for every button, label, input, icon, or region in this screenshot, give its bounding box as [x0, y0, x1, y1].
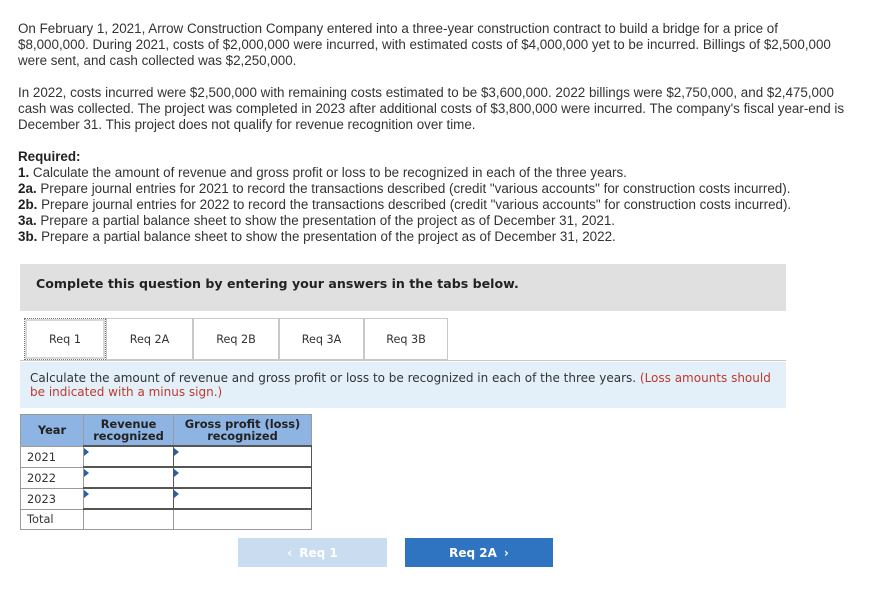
problem-paragraph-1: On February 1, 2021, Arrow Construction Company entered into a three-year construction contract to build a bridge for a price of $8,000,000. During 2021, costs of $2,000,000 were incurred, with estimated costs of $4,000,000 yet to be incurred. Billings of $2,500,000 were sent, and cash collected was $2,250,000.: [18, 21, 831, 68]
next-button[interactable]: [405, 538, 553, 567]
revenue-2023-input[interactable]: [84, 490, 173, 508]
tab-req-2b[interactable]: Req 2B: [193, 318, 279, 360]
next-button-label: Req 2A: [449, 545, 497, 560]
requirement-2b: 2b. Prepare journal entries for 2022 to record the transactions described (credit "various accounts" for construction costs incurred).: [18, 197, 792, 212]
input-marker-icon: [84, 448, 89, 456]
banner-text: Complete this question by entering your answers in the tabs below.: [36, 276, 519, 291]
tab-req-3a[interactable]: Req 3A: [279, 318, 364, 360]
gross-profit-2022-input[interactable]: [174, 469, 311, 487]
year-cell: 2022: [21, 467, 84, 488]
year-cell: 2021: [21, 446, 84, 467]
header-revenue: Revenue recognized: [84, 415, 174, 447]
input-marker-icon: [174, 490, 179, 498]
table-header-row: [21, 415, 312, 447]
tab-divider: [20, 360, 786, 361]
previous-button-label: Req 1: [299, 545, 338, 560]
requirement-3b: 3b. Prepare a partial balance sheet to show the presentation of the project as of December 31, 2022.: [18, 229, 616, 244]
chevron-right-icon: ›: [503, 545, 509, 560]
input-marker-icon: [84, 490, 89, 498]
year-cell: 2023: [21, 488, 84, 509]
instructions-banner: [20, 264, 786, 311]
revenue-2022-input[interactable]: [84, 469, 173, 487]
gross-profit-total-cell: [174, 509, 312, 530]
instruction-note: (Loss amounts should be indicated with a minus sign.): [30, 371, 771, 399]
gross-profit-2021-input[interactable]: [174, 448, 311, 466]
tab-req-1[interactable]: Req 1: [24, 318, 106, 360]
requirement-1: 1. Calculate the amount of revenue and gross profit or loss to be recognized in each of the three years.: [18, 165, 627, 180]
input-marker-icon: [174, 448, 179, 456]
input-marker-icon: [84, 469, 89, 477]
instruction-text: Calculate the amount of revenue and gross profit or loss to be recognized in each of the three years.: [30, 371, 640, 385]
header-gross-profit: Gross profit (loss) recognized: [174, 415, 312, 447]
input-marker-icon: [174, 469, 179, 477]
gross-profit-2023-input[interactable]: [174, 490, 311, 508]
requirement-2a: 2a. Prepare journal entries for 2021 to record the transactions described (credit "various accounts" for construction costs incurred).: [18, 181, 791, 196]
requirement-3a: 3a. Prepare a partial balance sheet to show the presentation of the project as of December 31, 2021.: [18, 213, 616, 228]
previous-button[interactable]: [238, 538, 387, 567]
chevron-left-icon: ‹: [287, 545, 293, 560]
required-heading: Required:: [18, 149, 81, 164]
tab-req-2a[interactable]: Req 2A: [106, 318, 193, 360]
table-row: [21, 446, 312, 467]
requirements-block: [18, 149, 848, 245]
header-year: Year: [21, 415, 84, 447]
year-cell: Total: [21, 509, 84, 530]
table-row: [21, 488, 312, 509]
tab-instruction: [20, 362, 786, 408]
answer-table: [20, 414, 312, 530]
problem-paragraph-2: In 2022, costs incurred were $2,500,000 with remaining costs estimated to be $3,600,000. 2022 billings were $2,750,000, and $2,475,000 cash was collected. The project was completed in 2023 after additional costs of $3,800,000 were incurred. The company's fiscal year-end is December 31. This project does not qualify for revenue recognition over time.: [18, 85, 845, 132]
tab-req-3b[interactable]: Req 3B: [364, 318, 448, 360]
revenue-total-cell: [84, 509, 174, 530]
revenue-2021-input[interactable]: [84, 448, 173, 466]
table-row: [21, 467, 312, 488]
table-row: [21, 509, 312, 530]
